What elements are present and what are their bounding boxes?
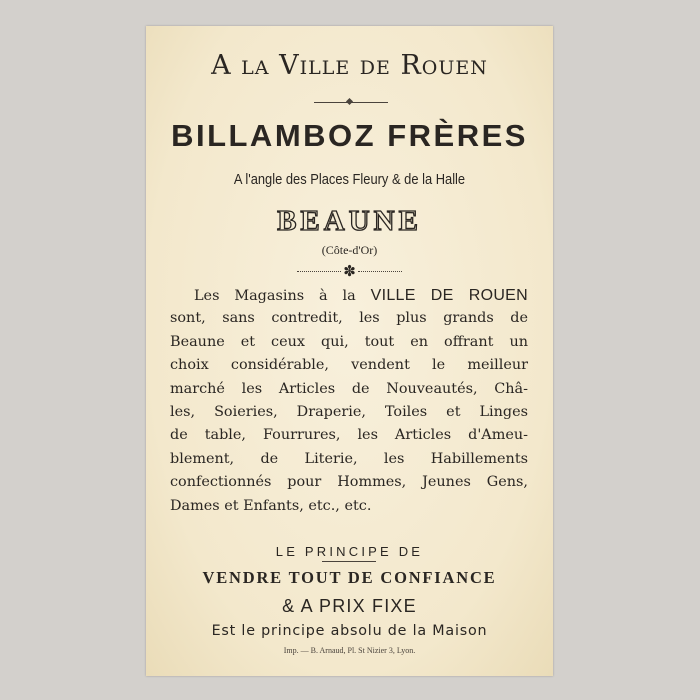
body-line: Les Magasins à la VILLE DE ROUEN xyxy=(194,287,529,304)
body-line: de table, Fourrures, les Articles d'Ameu- xyxy=(170,427,528,444)
body-line: Dames et Enfants, etc., etc. xyxy=(170,497,372,514)
store-name-heading: A la Ville de Rouen xyxy=(211,50,488,81)
principle-main: VENDRE TOUT DE CONFIANCE xyxy=(202,568,497,587)
body-store-name: VILLE DE ROUEN xyxy=(370,287,529,304)
body-line: marché les Articles de Nouveautés, Châ- xyxy=(170,380,528,397)
dotted-rule-right xyxy=(358,271,402,272)
body-line: blement, de Literie, les Habillements xyxy=(170,450,528,467)
address-line: A l'angle des Places Fleury & de la Halle xyxy=(233,171,466,188)
body-line: confectionnés pour Hommes, Jeunes Gens, xyxy=(170,474,528,491)
principle-rule xyxy=(322,561,376,562)
body-line: sont, sans contredit, les plus grands de xyxy=(170,310,528,327)
city-name: BEAUNE xyxy=(277,205,422,237)
fleuron-icon: ✽ xyxy=(343,262,356,280)
printer-imprint: Imp. — B. Arnaud, Pl. St Nizier 3, Lyon. xyxy=(283,646,416,655)
firm-name: BILLAMBOZ FRÈRES xyxy=(171,118,528,153)
body-line: les, Soieries, Draperie, Toiles et Linges xyxy=(170,403,528,420)
principle-footer: Est le principe absolu de la Maison xyxy=(211,623,488,639)
trade-card xyxy=(146,26,553,676)
principle-heading: LE PRINCIPE DE xyxy=(275,544,424,559)
body-line: choix considérable, vendent le meilleur xyxy=(170,357,528,374)
rule-diamond-icon xyxy=(346,98,353,105)
description-paragraph xyxy=(170,284,528,518)
region-name: (Côte-d'Or) xyxy=(321,243,378,257)
body-line: Beaune et ceux qui, tout en offrant un xyxy=(170,333,528,350)
principle-price: & A PRIX FIXE xyxy=(282,596,417,616)
